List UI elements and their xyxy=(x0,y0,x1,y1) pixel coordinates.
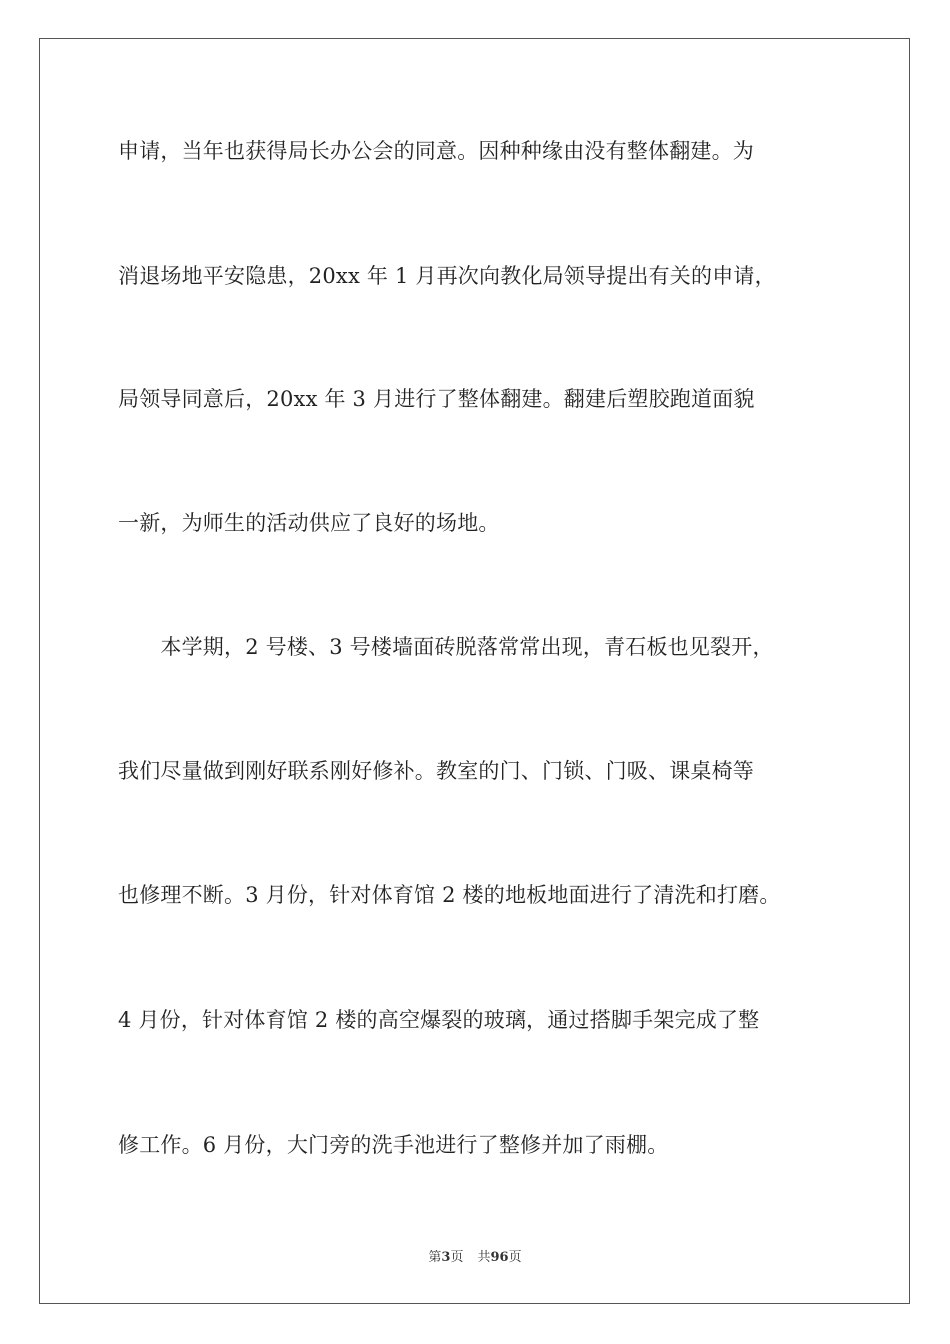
paragraph-line-9: 修工作。6 月份，大门旁的洗手池进行了整修并加了雨棚。 xyxy=(118,1133,669,1157)
paragraph-line-6: 我们尽量做到刚好联系刚好修补。教室的门、门锁、门吸、课桌椅等 xyxy=(118,759,754,783)
paragraph-line-8: 4 月份，针对体育馆 2 楼的高空爆裂的玻璃，通过搭脚手架完成了整 xyxy=(118,1008,760,1032)
paragraph-line-3: 局领导同意后，20xx 年 3 月进行了整体翻建。翻建后塑胶跑道面貌 xyxy=(118,387,755,411)
paragraph-line-2: 消退场地平安隐患，20xx 年 1 月再次向教化局领导提出有关的申请， xyxy=(118,264,776,288)
footer-page-number: 3 xyxy=(441,1250,451,1265)
footer-total-suffix: 页 xyxy=(508,1250,522,1265)
page-border xyxy=(39,38,910,1304)
paragraph-line-5: 本学期，2 号楼、3 号楼墙面砖脱落常常出现，青石板也见裂开， xyxy=(118,635,774,659)
paragraph-line-1: 申请，当年也获得局长办公会的同意。因种种缘由没有整体翻建。为 xyxy=(118,139,754,163)
footer-total-number: 96 xyxy=(490,1250,509,1265)
footer-total-prefix: 共 xyxy=(477,1250,491,1265)
footer-page-suffix: 页 xyxy=(450,1250,464,1265)
page-footer xyxy=(0,1246,950,1265)
footer-page-prefix: 第 xyxy=(428,1250,442,1265)
paragraph-line-4: 一新，为师生的活动供应了良好的场地。 xyxy=(118,511,500,535)
paragraph-line-7: 也修理不断。3 月份，针对体育馆 2 楼的地板地面进行了清洗和打磨。 xyxy=(118,883,781,907)
